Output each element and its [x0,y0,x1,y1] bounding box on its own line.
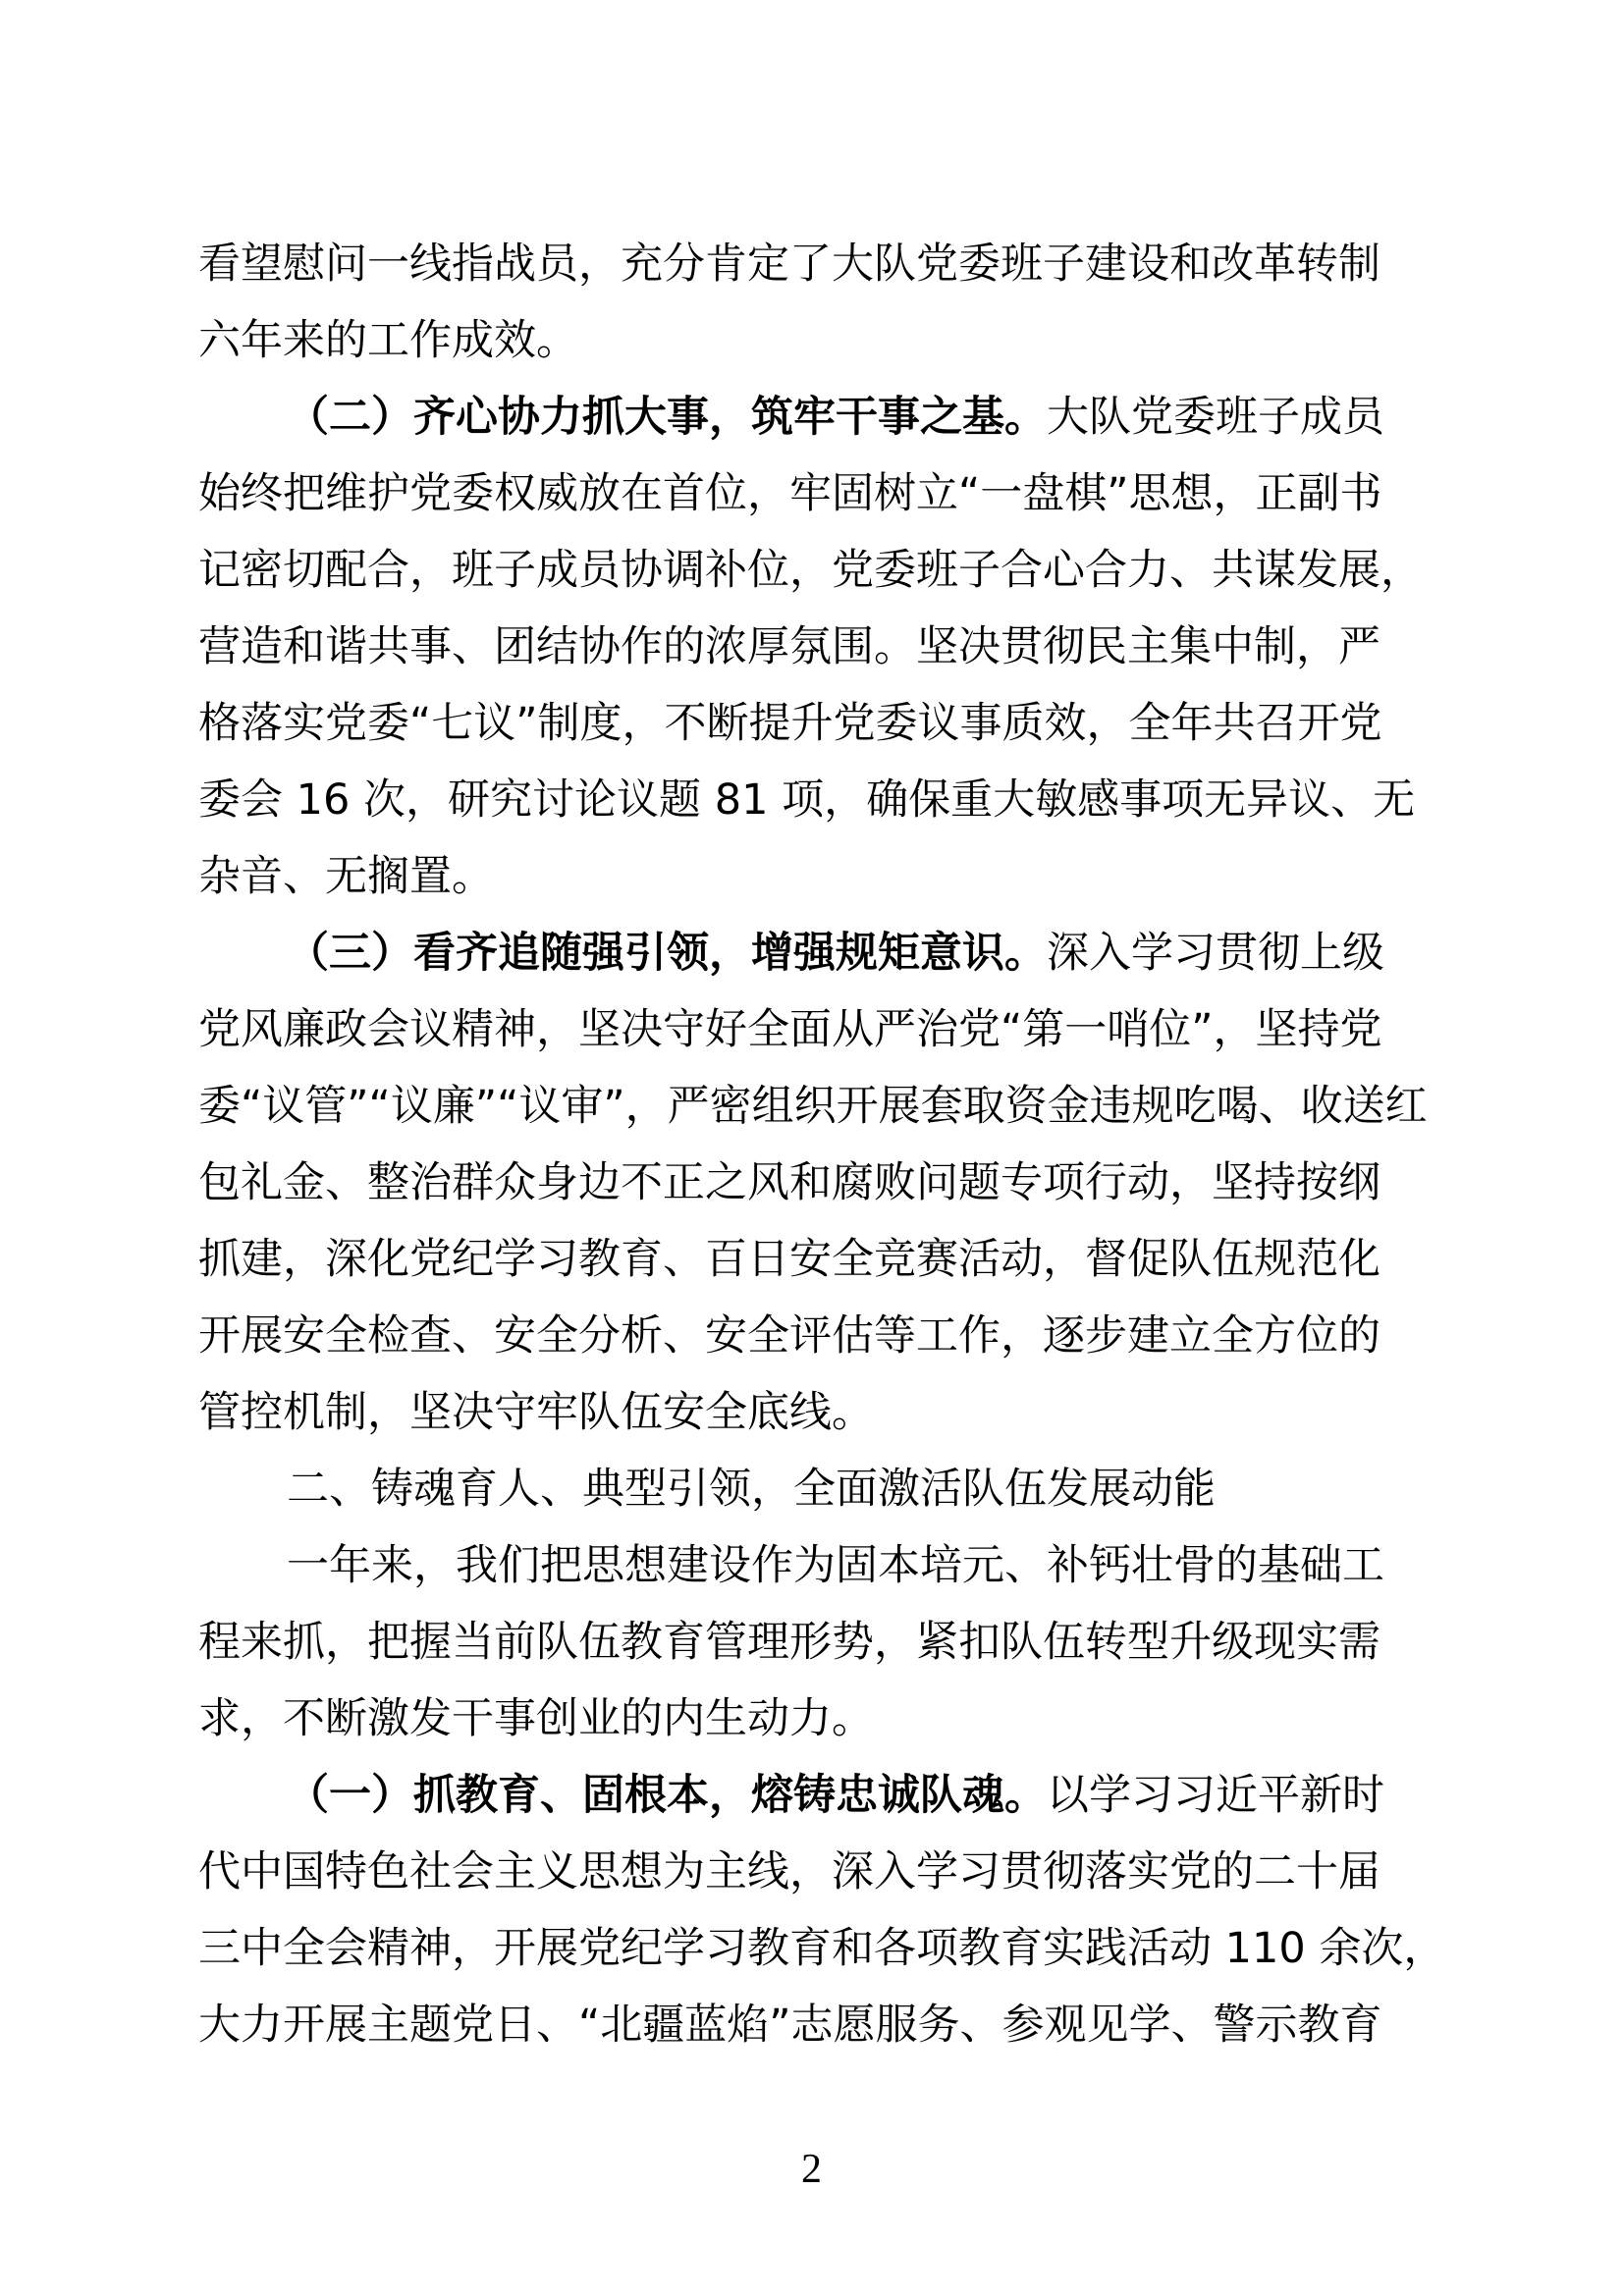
paragraph-line: 看望慰问一线指战员，充分肯定了大队党委班子建设和改革转制 [198,240,1380,289]
section-heading-line [198,915,1494,991]
paragraph-line: 委会 16 次，研究讨论议题 81 项，确保重大敏感事项无异议、无 [198,775,1416,825]
paragraph-line: 记密切配合，班子成员协调补位，党委班子合心合力、共谋发展， [198,546,1423,595]
body-text [198,226,1494,2063]
paragraph-line: 抓建，深化党纪学习教育、百日安全竞赛活动，督促队伍规范化 [198,1235,1380,1284]
paragraph-line: 党风廉政会议精神，坚决守好全面从严治党“第一哨位”，坚持党 [198,1005,1382,1054]
paragraph-line: 管控机制，坚决守牢队伍安全底线。 [198,1388,874,1437]
paragraph-line: 包礼金、整治群众身边不正之风和腐败问题专项行动，坚持按纲 [198,1158,1380,1207]
paragraph-line: 格落实党委“七议”制度，不断提升党委议事质效，全年共召开党 [198,699,1382,748]
paragraph-line: 求，不断激发干事创业的内生动力。 [198,1694,874,1743]
section-heading-line [198,1757,1494,1834]
section-heading: （三）看齐追随强引领，增强规矩意识。 [287,929,1047,978]
paragraph-text: 大队党委班子成员 [1047,393,1384,442]
paragraph-line: 杂音、无搁置。 [198,852,494,901]
paragraph-line: 始终把维护党委权威放在首位，牢固树立“一盘棋”思想，正副书 [198,469,1382,518]
page-number: 2 [801,2147,822,2192]
paragraph-text: 以学习习近平新时 [1047,1771,1384,1820]
paragraph-line: 开展安全检查、安全分析、安全评估等工作，逐步建立全方位的 [198,1311,1380,1361]
section-heading-line [198,379,1494,455]
paragraph-line: 一年来，我们把思想建设作为固本培元、补钙壮骨的基础工 [287,1541,1384,1590]
paragraph-line: 大力开展主题党日、“北疆蓝焰”志愿服务、参观见学、警示教育 [198,2001,1382,2050]
paragraph-line: 营造和谐共事、团结协作的浓厚氛围。坚决贯彻民主集中制，严 [198,622,1380,671]
paragraph-text: 深入学习贯彻上级 [1047,929,1384,978]
paragraph-line: 委“议管”“议廉”“议审”，严密组织开展套取资金违规吃喝、收送红 [198,1082,1428,1131]
paragraph-line: 六年来的工作成效。 [198,316,578,365]
paragraph-line: 代中国特色社会主义思想为主线，深入学习贯彻落实党的二十届 [198,1847,1380,1896]
paragraph-line: 程来抓，把握当前队伍教育管理形势，紧扣队伍转型升级现实需 [198,1618,1380,1667]
chapter-heading: 二、铸魂育人、典型引领，全面激活队伍发展动能 [287,1465,1216,1514]
section-heading: （二）齐心协力抓大事，筑牢干事之基。 [287,393,1047,442]
paragraph-line: 三中全会精神，开展党纪学习教育和各项教育实践活动 110 余次， [198,1924,1446,1973]
section-heading: （一）抓教育、固根本，熔铸忠诚队魂。 [287,1771,1047,1820]
